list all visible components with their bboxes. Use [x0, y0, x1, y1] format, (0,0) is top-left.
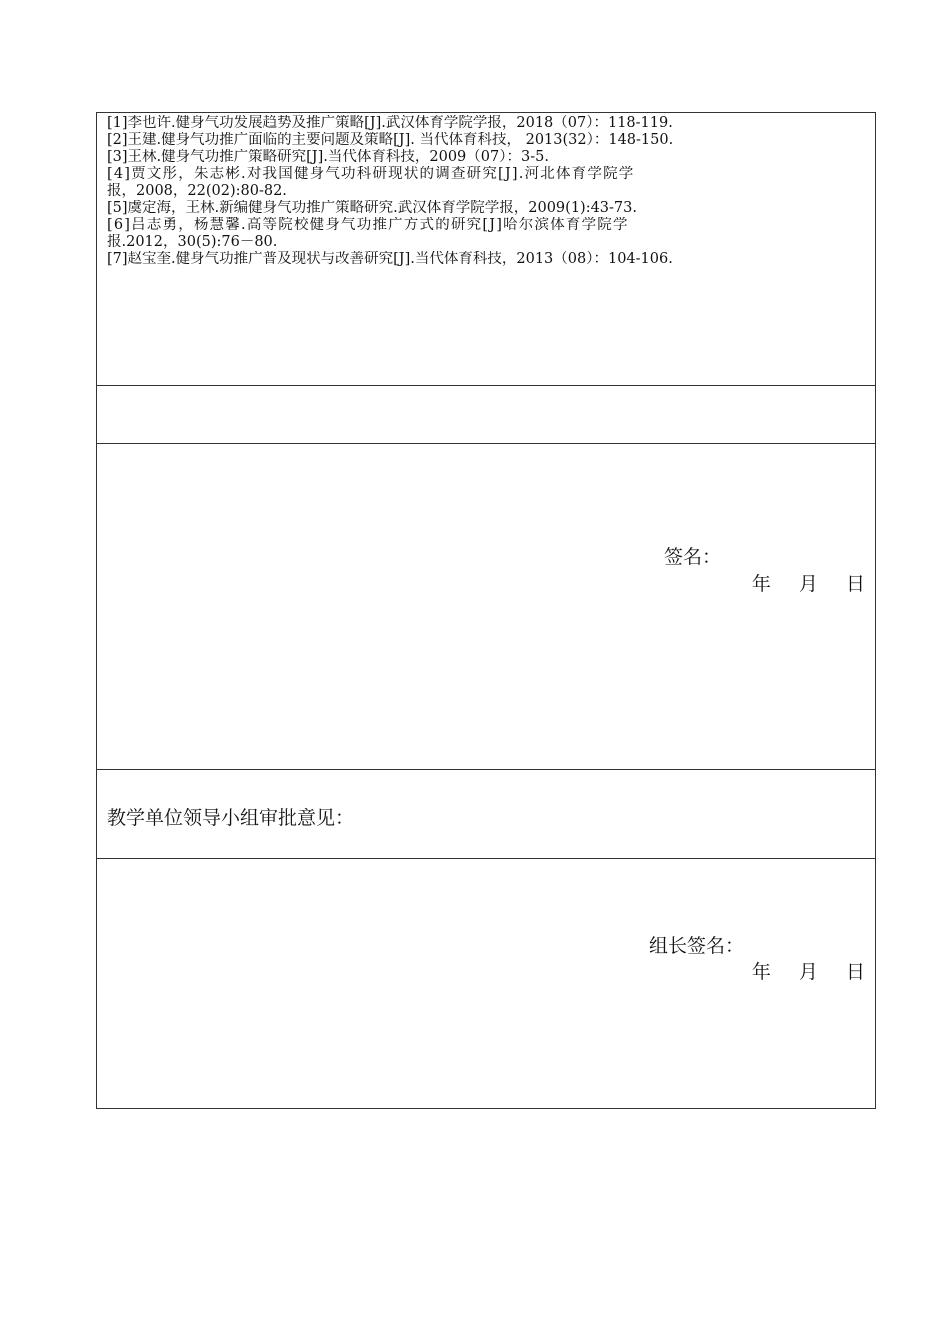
reference-item-6-line-1: [6]吕志勇，杨慧馨.高等院校健身气功推广方式的研究[J]哈尔滨体育学院学 [107, 217, 629, 233]
year-label: 年 [751, 573, 771, 595]
references-list [107, 115, 865, 268]
month-label: 月 [798, 573, 818, 595]
date-line-1 [752, 569, 865, 596]
approval-row [97, 770, 875, 859]
approval-label: 教学单位领导小组审批意见： [107, 807, 355, 829]
review-form-table [96, 112, 876, 1109]
reference-item-2: [2]王建.健身气功推广面临的主要问题及策略[J]. 当代体育科技， 2013(32）：148-150. [107, 132, 674, 148]
signature-row-1 [97, 444, 875, 770]
year-label: 年 [751, 961, 771, 983]
reference-item-4-line-2: 报，2008，22(02):80-82. [107, 183, 287, 199]
day-label: 日 [845, 573, 865, 595]
reference-item-6-line-2: 报.2012，30(5):76－80. [107, 234, 278, 250]
reference-item-5: [5]虞定海，王林.新编健身气功推广策略研究.武汉体育学院学报，2009(1):43-73. [107, 200, 637, 216]
references-row [97, 113, 875, 386]
blank-row [97, 386, 875, 444]
signature-label: 签名： [664, 546, 722, 568]
reference-item-1: [1]李也许.健身气功发展趋势及推广策略[J].武汉体育学院学报，2018（07）：118-119. [107, 115, 673, 131]
reference-item-3: [3]王林.健身气功推广策略研究[J].当代体育科技，2009（07）：3-5. [107, 149, 549, 165]
leader-signature-label: 组长签名： [649, 935, 745, 957]
signature-row-2 [97, 859, 875, 1110]
reference-item-4-line-1: [4]贾文彤，朱志彬.对我国健身气功科研现状的调查研究[J].河北体育学院学 [107, 166, 635, 182]
month-label: 月 [798, 961, 818, 983]
date-line-2 [752, 957, 865, 984]
day-label: 日 [845, 961, 865, 983]
reference-item-7: [7]赵宝奎.健身气功推广普及现状与改善研究[J].当代体育科技，2013（08）：104-106. [107, 251, 673, 267]
